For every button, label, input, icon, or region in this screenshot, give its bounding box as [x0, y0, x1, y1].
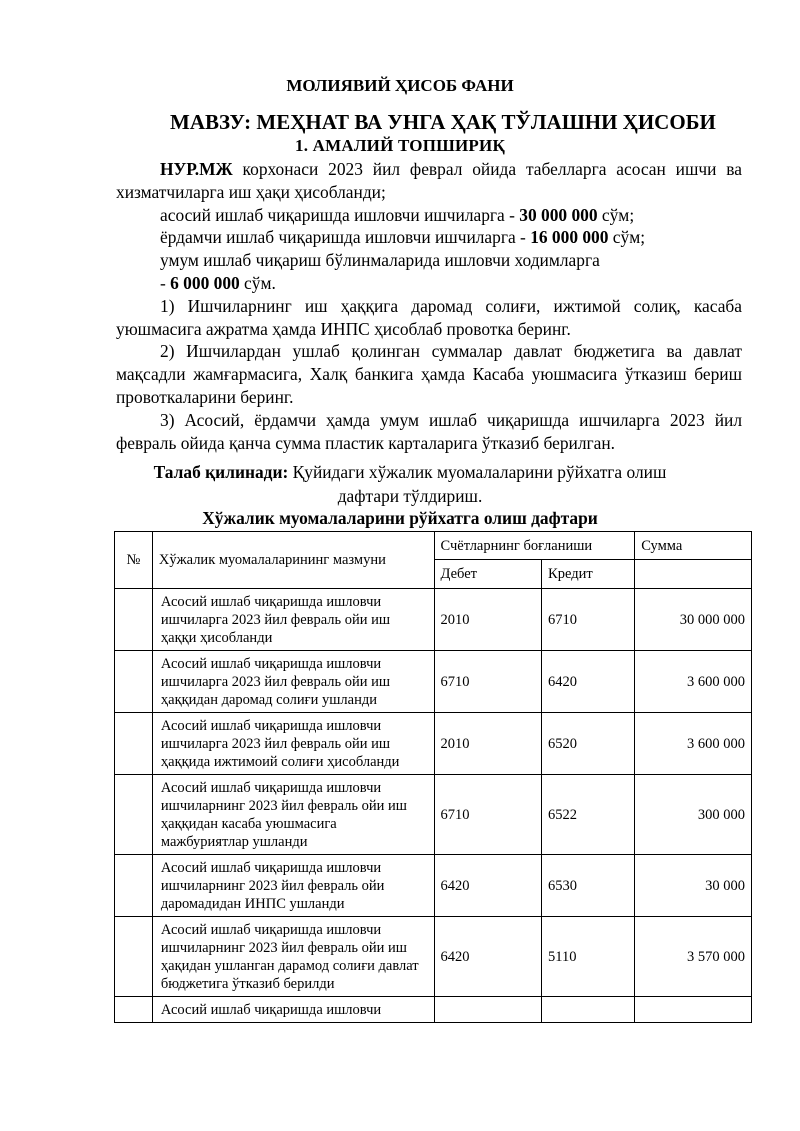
journal-table	[114, 531, 752, 1023]
row-description	[152, 775, 434, 855]
requirement	[150, 460, 670, 508]
item-general-production: умум ишлаб чиқариш бўлинмаларида ишловчи ходимларга	[160, 250, 600, 271]
table-row	[115, 855, 752, 917]
amount-auxiliary: 16 000 000	[530, 227, 609, 248]
header-debit: Дебет	[434, 560, 542, 589]
row-debit	[434, 997, 542, 1023]
header-amount-empty	[635, 560, 752, 589]
row-description-text: Асосий ишлаб чиқаришда ишловчи ишчиларнинг 2023 йил февраль ойи иш ҳақидан ушланган дарамод солиғи давлат бюджетига ўтказиб берилди	[160, 922, 419, 992]
row-description-text: Асосий ишлаб чиқаришда ишловчи ишчиларга 2023 йил февраль ойи иш ҳаққи ҳисобланди	[160, 594, 391, 646]
task-body	[116, 158, 742, 454]
table-row	[115, 651, 752, 713]
amount-main: 30 000 000	[519, 204, 598, 225]
row-description	[152, 713, 434, 775]
row-description	[152, 997, 434, 1023]
row-amount: 300 000	[635, 775, 752, 855]
row-description-text: Асосий ишлаб чиқаришда ишловчи	[160, 1002, 382, 1018]
row-num	[115, 855, 153, 917]
row-description	[152, 651, 434, 713]
table-row	[115, 775, 752, 855]
table-row	[115, 713, 752, 775]
row-credit: 6710	[542, 589, 635, 651]
header-row	[115, 532, 752, 560]
row-num	[115, 775, 153, 855]
row-description	[152, 855, 434, 917]
row-amount: 3 600 000	[635, 713, 752, 775]
amount-general: 6 000 000	[170, 272, 240, 293]
row-credit: 6530	[542, 855, 635, 917]
item-general-amount: - 6 000 000 сўм.	[160, 272, 276, 293]
topic-title: МАВЗУ: МЕҲНАТ ВА УНГА ҲАҚ ТЎЛАШНИ ҲИСОБИ	[170, 110, 716, 134]
row-credit	[542, 997, 635, 1023]
row-num	[115, 589, 153, 651]
question-2: 2) Ишчилардан ушлаб қолинган суммалар давлат бюджетига ва давлат мақсадли жамғармасига, Халқ банкига ҳамда Касаба уюшмасига ўтказиш бериш провоткаларини беринг.	[116, 341, 742, 407]
requirement-label: Талаб қилинади:	[153, 462, 289, 482]
row-num	[115, 917, 153, 997]
row-credit: 6520	[542, 713, 635, 775]
row-num	[115, 651, 153, 713]
journal-title: Хўжалик муомалаларини рўйхатга олиш дафтари	[202, 508, 598, 528]
subject-title: МОЛИЯВИЙ ҲИСОБ ФАНИ	[286, 76, 514, 95]
row-amount: 30 000	[635, 855, 752, 917]
row-amount: 30 000 000	[635, 589, 752, 651]
header-credit: Кредит	[542, 560, 635, 589]
table-row	[115, 589, 752, 651]
row-debit: 2010	[434, 713, 542, 775]
row-num	[115, 997, 153, 1023]
table-row	[115, 997, 752, 1023]
question-3: 3) Асосий, ёрдамчи ҳамда умум ишлаб чиқаришда ишчиларга 2023 йил февраль ойида қанча сумма пластик карталарига ўтказиб берилган.	[116, 409, 742, 453]
intro-paragraph	[116, 158, 742, 204]
row-amount: 3 570 000	[635, 917, 752, 997]
header-description: Хўжалик муомалаларининг мазмуни	[152, 532, 434, 589]
header-correspondence: Счётларнинг боғланиши	[434, 532, 635, 560]
row-credit: 6420	[542, 651, 635, 713]
row-credit: 5110	[542, 917, 635, 997]
header-num: №	[115, 532, 153, 589]
item-auxiliary-production: ёрдамчи ишлаб чиқаришда ишловчи ишчиларга - 16 000 000 сўм;	[160, 227, 646, 248]
requirement-text: Қуйидаги хўжалик муомалаларини рўйхатга олиш дафтари тўлдириш.	[288, 462, 667, 506]
row-debit: 6710	[434, 775, 542, 855]
row-credit: 6522	[542, 775, 635, 855]
row-description-text: Асосий ишлаб чиқаришда ишловчи ишчиларнинг 2023 йил февраль ойи даромадидан ИНПС ушланди	[160, 860, 385, 912]
row-description	[152, 589, 434, 651]
company-name: НУР.МЖ	[160, 159, 233, 179]
row-description-text: Асосий ишлаб чиқаришда ишловчи ишчиларга 2023 йил февраль ойи иш ҳаққидан даромад солиғи ушланди	[160, 656, 391, 708]
row-debit: 6710	[434, 651, 542, 713]
item-main-production: асосий ишлаб чиқаришда ишловчи ишчиларга - 30 000 000 сўм;	[160, 204, 635, 225]
intro-text: корхонаси 2023 йил феврал ойида табелларга асосан ишчи ва хизматчиларга иш ҳақи ҳисобланди;	[116, 159, 742, 202]
header-amount: Сумма	[635, 532, 752, 560]
row-amount: 3 600 000	[635, 651, 752, 713]
row-debit: 6420	[434, 855, 542, 917]
task-title: 1. АМАЛИЙ ТОПШИРИҚ	[295, 136, 505, 155]
question-1: 1) Ишчиларнинг иш ҳаққига даромад солиғи, ижтимой солиқ, касаба уюшмасига ажратма ҳамда ИНПС ҳисоблаб провотка беринг.	[116, 295, 742, 339]
row-amount	[635, 997, 752, 1023]
row-description-text: Асосий ишлаб чиқаришда ишловчи ишчиларга 2023 йил февраль ойи иш ҳаққида ижтимоий солиғи ҳисобланди	[160, 718, 400, 770]
table-row	[115, 917, 752, 997]
row-debit: 2010	[434, 589, 542, 651]
row-debit: 6420	[434, 917, 542, 997]
row-description	[152, 917, 434, 997]
row-num	[115, 713, 153, 775]
row-description-text: Асосий ишлаб чиқаришда ишловчи ишчиларнинг 2023 йил февраль ойи иш ҳаққидан касаба уюшмасига мажбуриятлар ушланди	[160, 780, 407, 850]
